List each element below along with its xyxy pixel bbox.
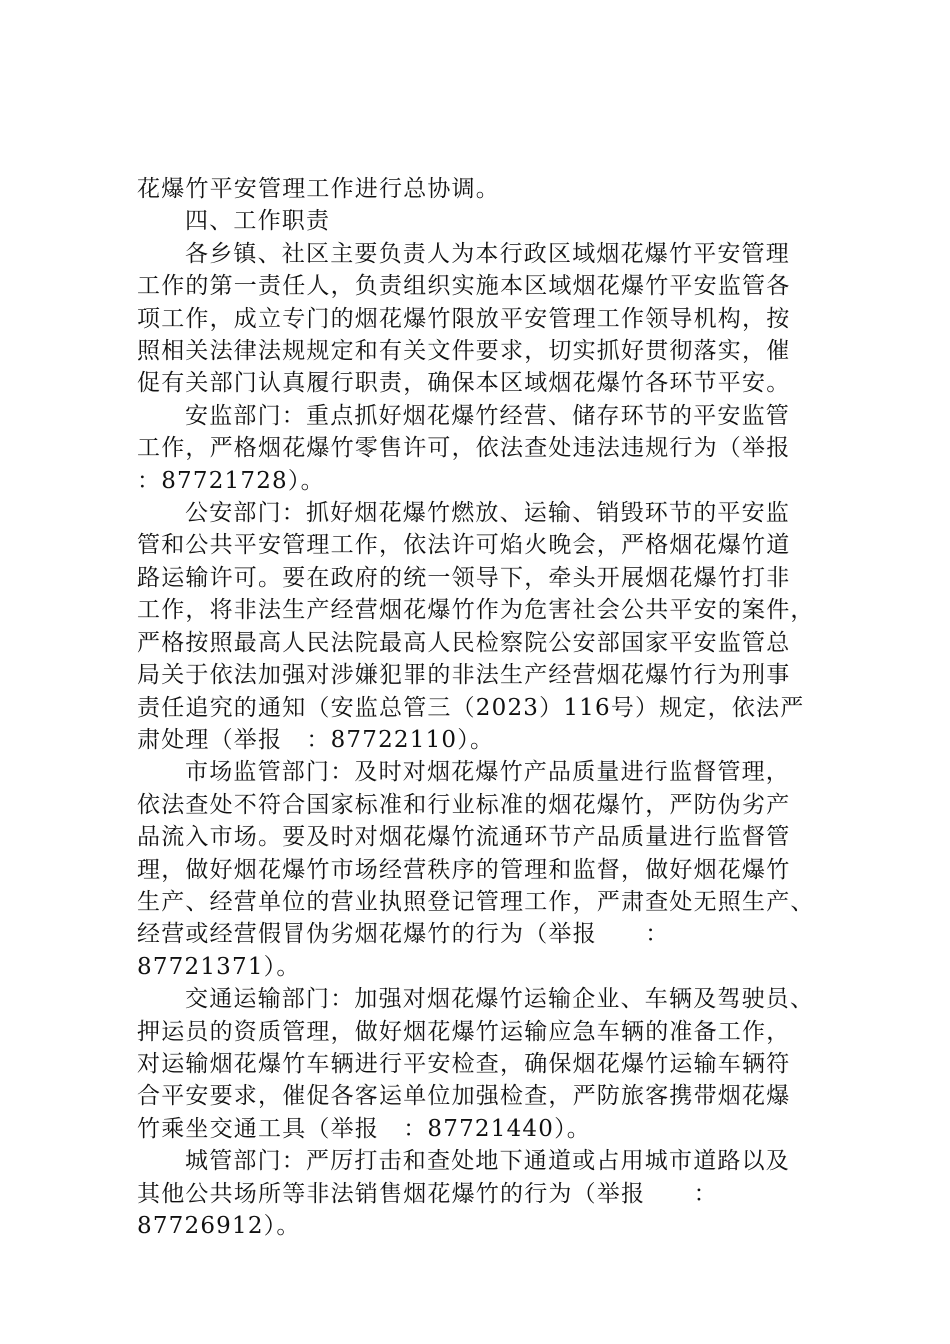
text-line: 照相关法律法规规定和有关文件要求，切实抓好贯彻落实，催 [137, 338, 791, 365]
text-line: 路运输许可。要在政府的统一领导下，牵头开展烟花爆竹打非 [137, 564, 791, 591]
text-line: 管和公共平安管理工作，依法许可焰火晚会，严格烟花爆竹道 [137, 532, 791, 559]
document-page [137, 173, 827, 1242]
text-line: 花爆竹平安管理工作进行总协调。 [137, 176, 500, 202]
text-line: ：87721728）。 [137, 467, 325, 494]
text-line: 各乡镇、社区主要负责人为本行政区域烟花爆竹平安管理 [185, 240, 790, 267]
text-line: 87721371）。 [137, 953, 301, 980]
text-line: 87726912）。 [137, 1213, 301, 1239]
text-line: 理，做好烟花爆竹市场经营秩序的管理和监督，做好烟花爆竹 [137, 856, 791, 883]
text-line: 竹乘坐交通工具（举报 ：87721440）。 [137, 1115, 591, 1142]
text-line: 四、工作职责 [185, 208, 331, 235]
paragraph-public-security [137, 497, 827, 756]
text-line: 城管部门：严厉打击和查处地下通道或占用城市道路以及 [185, 1148, 790, 1175]
paragraph-urban-management [137, 1145, 827, 1242]
text-line: 促有关部门认真履行职责，确保本区域烟花爆竹各环节平安。 [137, 370, 791, 397]
text-line: 局关于依法加强对涉嫌犯罪的非法生产经营烟花爆竹行为刑事 [137, 662, 791, 689]
text-line: 生产、经营单位的营业执照登记管理工作，严肃查处无照生产、 [137, 888, 815, 915]
text-line: 对运输烟花爆竹车辆进行平安检查，确保烟花爆竹运输车辆符 [137, 1050, 791, 1077]
text-line: 合平安要求，催促各客运单位加强检查，严防旅客携带烟花爆 [137, 1083, 791, 1110]
text-line: 项工作，成立专门的烟花爆竹限放平安管理工作领导机构，按 [137, 305, 791, 332]
text-line: 肃处理（举报 ：87722110）。 [137, 726, 495, 753]
text-line: 工作的第一责任人，负责组织实施本区域烟花爆竹平安监管各 [137, 273, 791, 300]
text-line: 押运员的资质管理，做好烟花爆竹运输应急车辆的准备工作， [137, 1018, 791, 1045]
text-line: 责任追究的通知（安监总管三（2023）116号）规定，依法严 [137, 694, 805, 721]
text-line: 其他公共场所等非法销售烟花爆竹的行为（举报 ： [137, 1180, 718, 1207]
text-line: 工作，将非法生产经营烟花爆竹作为危害社会公共平安的案件， [137, 597, 815, 624]
text-line: 品流入市场。要及时对烟花爆竹流通环节产品质量进行监督管 [137, 824, 791, 851]
paragraph-township-duties [137, 238, 827, 400]
text-line: 依法查处不符合国家标准和行业标准的烟花爆竹，严防伪劣产 [137, 791, 791, 818]
paragraph-transport [137, 983, 827, 1145]
paragraph-continuation [137, 173, 827, 205]
section-heading [137, 205, 827, 237]
text-line: 交通运输部门：加强对烟花爆竹运输企业、车辆及驾驶员、 [185, 986, 815, 1013]
text-line: 经营或经营假冒伪劣烟花爆竹的行为（举报 ： [137, 921, 670, 948]
text-line: 市场监管部门：及时对烟花爆竹产品质量进行监督管理， [185, 759, 790, 786]
text-line: 工作，严格烟花爆竹零售许可，依法查处违法违规行为（举报 [137, 435, 791, 462]
text-line: 严格按照最高人民法院最高人民检察院公安部国家平安监管总 [137, 629, 791, 656]
paragraph-market-supervision [137, 756, 827, 983]
text-line: 安监部门：重点抓好烟花爆竹经营、储存环节的平安监管 [185, 402, 790, 429]
paragraph-safety-supervision [137, 400, 827, 497]
text-line: 公安部门：抓好烟花爆竹燃放、运输、销毁环节的平安监 [185, 500, 790, 527]
